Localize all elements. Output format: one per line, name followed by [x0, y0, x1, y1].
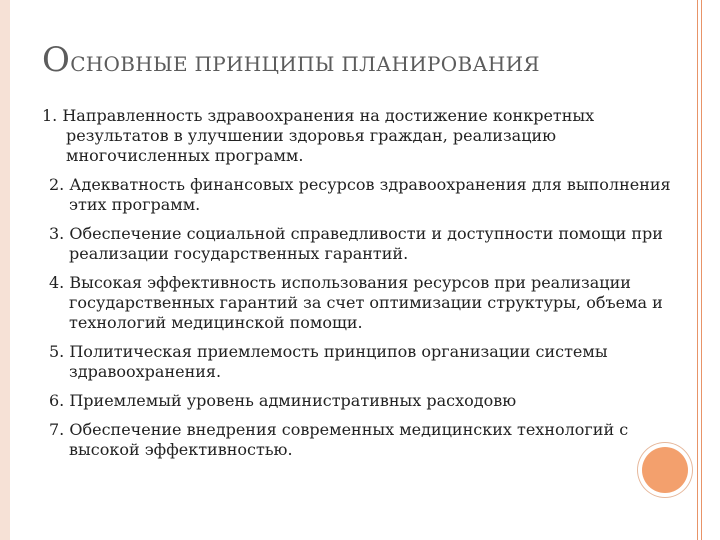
list-item: 4. Высокая эффективность использования ресурсов при реализации государственных гарантий за счет оптимизации структуры, объема и технологий медицинской помощи.	[49, 273, 663, 332]
list-item: 2. Адекватность финансовых ресурсов здравоохранения для выполнения этих программ.	[49, 175, 671, 214]
list-item: 1. Направленность здравоохранения на достижение конкретных результатов в улучшении здоровья граждан, реализацию многочисленных программ.	[42, 106, 595, 165]
decorative-circle	[642, 447, 688, 493]
list-item: 5. Политическая приемлемость принципов организации системы здравоохранения.	[49, 342, 608, 381]
right-frame-margin	[702, 0, 720, 540]
list-item: 3. Обеспечение социальной справедливости и доступности помощи при реализации государственных гарантий.	[49, 224, 663, 263]
list-item: 7. Обеспечение внедрения современных медицинских технологий с высокой эффективностью.	[49, 420, 629, 459]
list-item: 6. Приемлемый уровень административных расходовю	[49, 391, 517, 410]
left-frame-bar	[0, 0, 10, 540]
principles-list	[42, 106, 682, 469]
slide-title: ОСНОВНЫЕ ПРИНЦИПЫ ПЛАНИРОВАНИЯ	[42, 40, 540, 80]
